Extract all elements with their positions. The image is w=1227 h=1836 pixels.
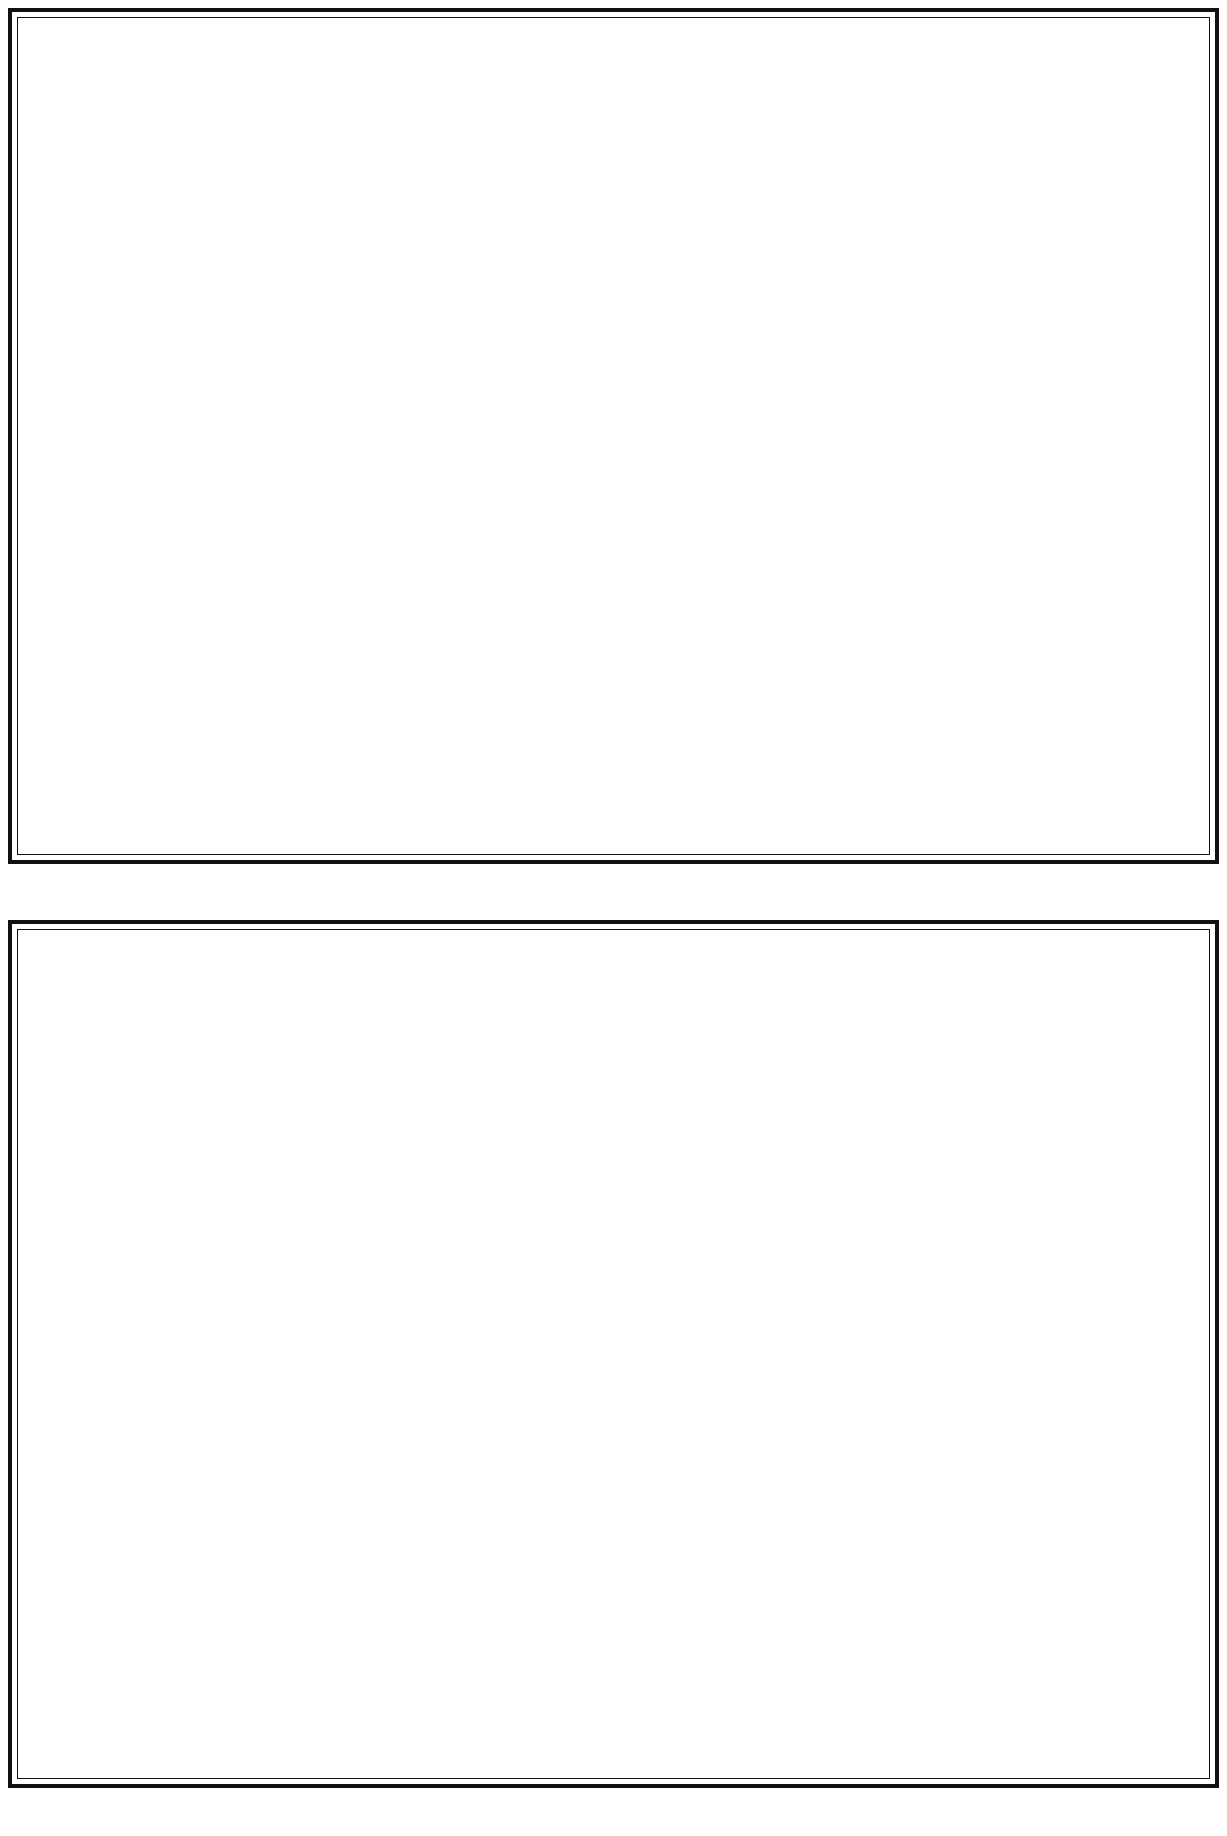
top-page-columns [24,22,1203,850]
bottom-page-columns [24,934,1203,1774]
top-page [8,8,1219,864]
bottom-page [8,920,1219,1788]
